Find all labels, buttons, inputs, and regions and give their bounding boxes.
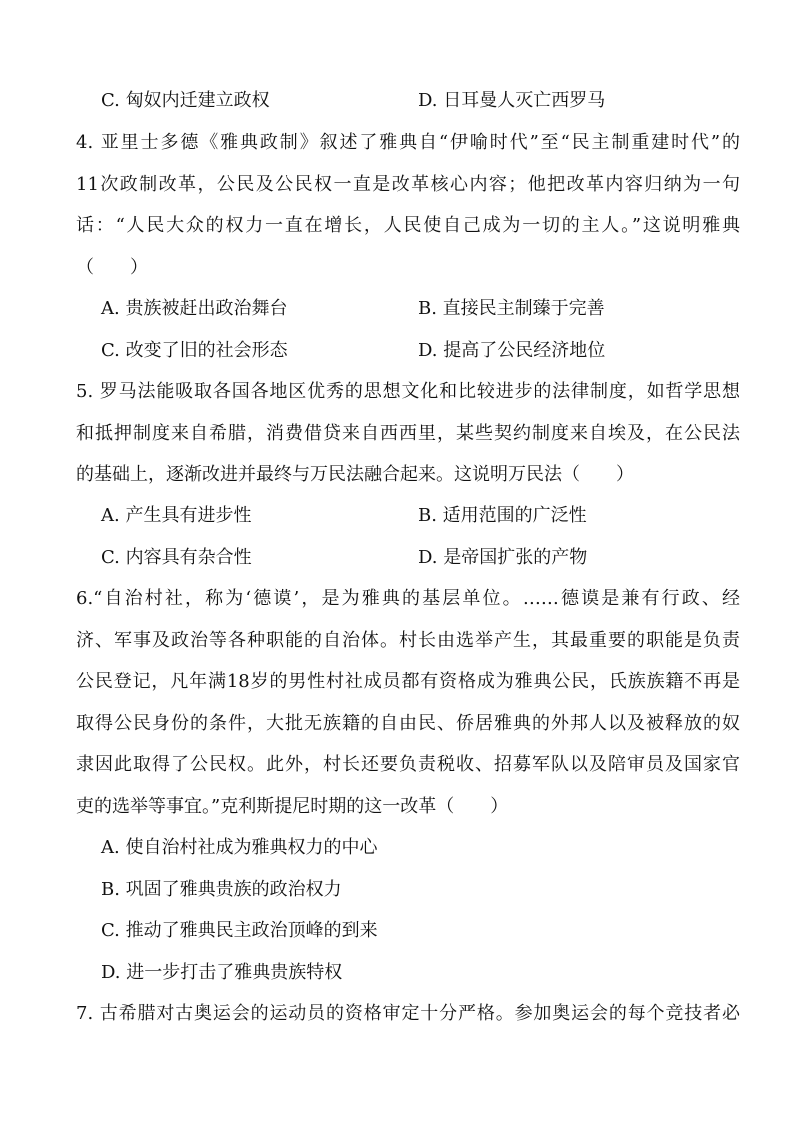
q3-option-c: C. 匈奴内迁建立政权 — [101, 90, 270, 111]
q4-answer-bracket: （ ） — [76, 257, 148, 278]
q6-option-a: A. 使自治村社成为雅典权力的中心 — [101, 837, 378, 858]
q4-stem-line-3: 话：“人民大众的权力一直在增长，人民使自己成为一切的主人。”这说明雅典 — [76, 215, 740, 236]
q6-stem-line-2: 济、军事及政治等各种职能的自治体。村长由选举产生，其最重要的职能是负责 — [76, 630, 740, 651]
q3-option-d: D. 日耳曼人灭亡西罗马 — [418, 90, 606, 111]
q4-option-c: C. 改变了旧的社会形态 — [101, 340, 288, 361]
q6-option-c: C. 推动了雅典民主政治顶峰的到来 — [101, 920, 378, 941]
q6-stem-line-4: 取得公民身份的条件，大批无族籍的自由民、侨居雅典的外邦人以及被释放的奴 — [76, 713, 740, 734]
q6-stem-line-6: 吏的选举等事宜。”克利斯提尼时期的这一改革（ ） — [76, 796, 509, 817]
q6-stem-line-1: 6.“自治村社，称为‘德谟’，是为雅典的基层单位。……德谟是兼有行政、经 — [76, 588, 740, 609]
q5-option-b: B. 适用范围的广泛性 — [418, 505, 587, 526]
q5-option-d: D. 是帝国扩张的产物 — [418, 547, 588, 568]
q7-stem-line-1: 7. 古希腊对古奥运会的运动员的资格审定十分严格。参加奥运会的每个竞技者必 — [76, 1003, 740, 1024]
q6-option-d: D. 进一步打击了雅典贵族特权 — [101, 962, 343, 983]
q4-stem-line-2: 11次政制改革，公民及公民权一直是改革核心内容；他把改革内容归纳为一句 — [76, 174, 740, 195]
q6-stem-line-3: 公民登记，凡年满18岁的男性村社成员都有资格成为雅典公民，氏族族籍不再是 — [76, 671, 740, 692]
q5-option-c: C. 内容具有杂合性 — [101, 547, 252, 568]
q5-stem-line-3: 的基础上，逐渐改进并最终与万民法融合起来。这说明万民法（ ） — [76, 464, 634, 485]
q5-stem-line-1: 5. 罗马法能吸取各国各地区优秀的思想文化和比较进步的法律制度，如哲学思想 — [76, 381, 740, 402]
q4-stem-line-1: 4. 亚里士多德《雅典政制》叙述了雅典自“伊喻时代”至“民主制重建时代”的 — [76, 132, 740, 153]
q6-stem-line-5: 隶因此取得了公民权。此外，村长还要负责税收、招募军队以及陪审员及国家官 — [76, 754, 740, 775]
q6-option-b: B. 巩固了雅典贵族的政治权力 — [101, 879, 342, 900]
q4-option-d: D. 提高了公民经济地位 — [418, 340, 606, 361]
q4-option-b: B. 直接民主制臻于完善 — [418, 298, 605, 319]
q4-option-a: A. 贵族被赶出政治舞台 — [101, 298, 288, 319]
q5-stem-line-2: 和抵押制度来自希腊，消费借贷来自西西里，某些契约制度来自埃及，在公民法 — [76, 423, 740, 444]
q5-option-a: A. 产生具有进步性 — [101, 505, 252, 526]
